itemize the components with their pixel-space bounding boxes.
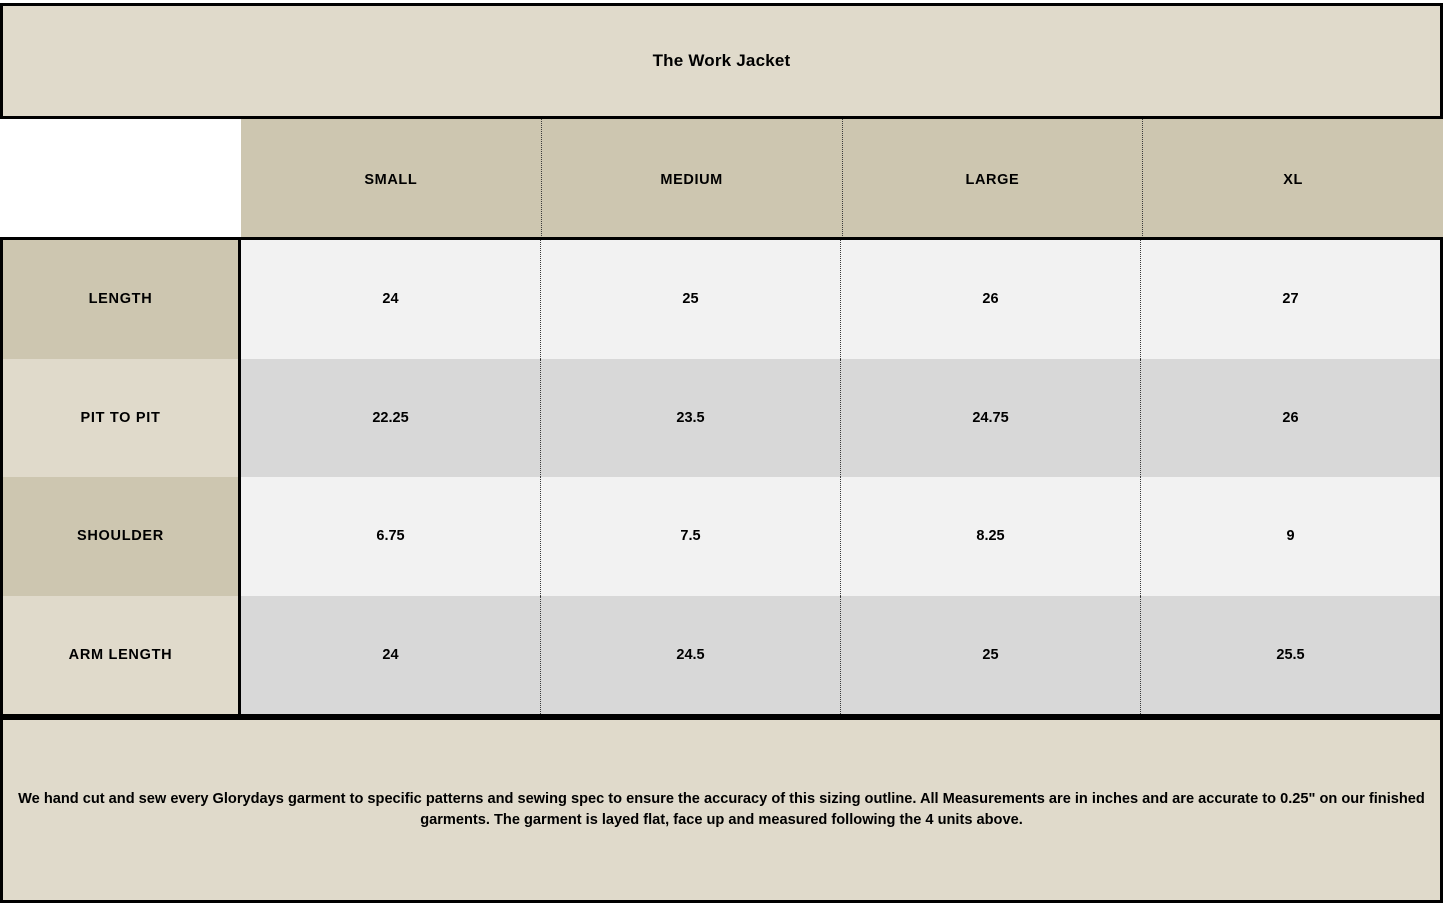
column-header-large: LARGE [843,119,1144,240]
size-header-row [0,119,1443,240]
page-title: The Work Jacket [652,51,791,70]
row-values-shoulder [241,477,1440,596]
chart-title-band [0,3,1443,119]
table-row [3,596,1440,715]
cell-arm-length-small: 24 [241,596,541,715]
table-row [3,477,1440,596]
cell-shoulder-small: 6.75 [241,477,541,596]
header-corner-cell [0,119,241,240]
cell-length-large: 26 [841,240,1141,359]
cell-shoulder-large: 8.25 [841,477,1141,596]
cell-arm-length-large: 25 [841,596,1141,715]
row-label-shoulder: SHOULDER [3,477,241,596]
footer-note: We hand cut and sew every Glorydays garment to specific patterns and sewing spec to ensure the accuracy of this sizing outline. All Measurements are in inches and are accurate to 0.25" on our finished garments. The garment is layed flat, face up and measured following the 4 units above. [18,790,1425,828]
table-row [3,359,1440,478]
cell-pit-to-pit-small: 22.25 [241,359,541,478]
cell-length-medium: 25 [541,240,841,359]
column-header-medium: MEDIUM [542,119,843,240]
cell-pit-to-pit-large: 24.75 [841,359,1141,478]
row-values-arm-length [241,596,1440,715]
cell-length-xl: 27 [1282,291,1299,308]
cell-shoulder-medium: 7.5 [541,477,841,596]
size-header-cells [241,119,1443,240]
cell-pit-to-pit-xl: 26 [1282,409,1299,426]
column-header-xl: XL [1283,171,1303,188]
row-label-arm-length: ARM LENGTH [3,596,241,715]
measurements-table [0,237,1443,717]
cell-arm-length-medium: 24.5 [541,596,841,715]
row-label-pit-to-pit: PIT TO PIT [3,359,241,478]
cell-shoulder-xl: 9 [1286,528,1295,545]
column-header-small: SMALL [241,119,542,240]
footer-note-band [0,717,1443,903]
row-label-length: LENGTH [3,240,241,359]
cell-length-small: 24 [241,240,541,359]
row-values-length [241,240,1440,359]
table-row [3,240,1440,359]
row-values-pit-to-pit [241,359,1440,478]
cell-pit-to-pit-medium: 23.5 [541,359,841,478]
cell-arm-length-xl: 25.5 [1276,646,1305,663]
